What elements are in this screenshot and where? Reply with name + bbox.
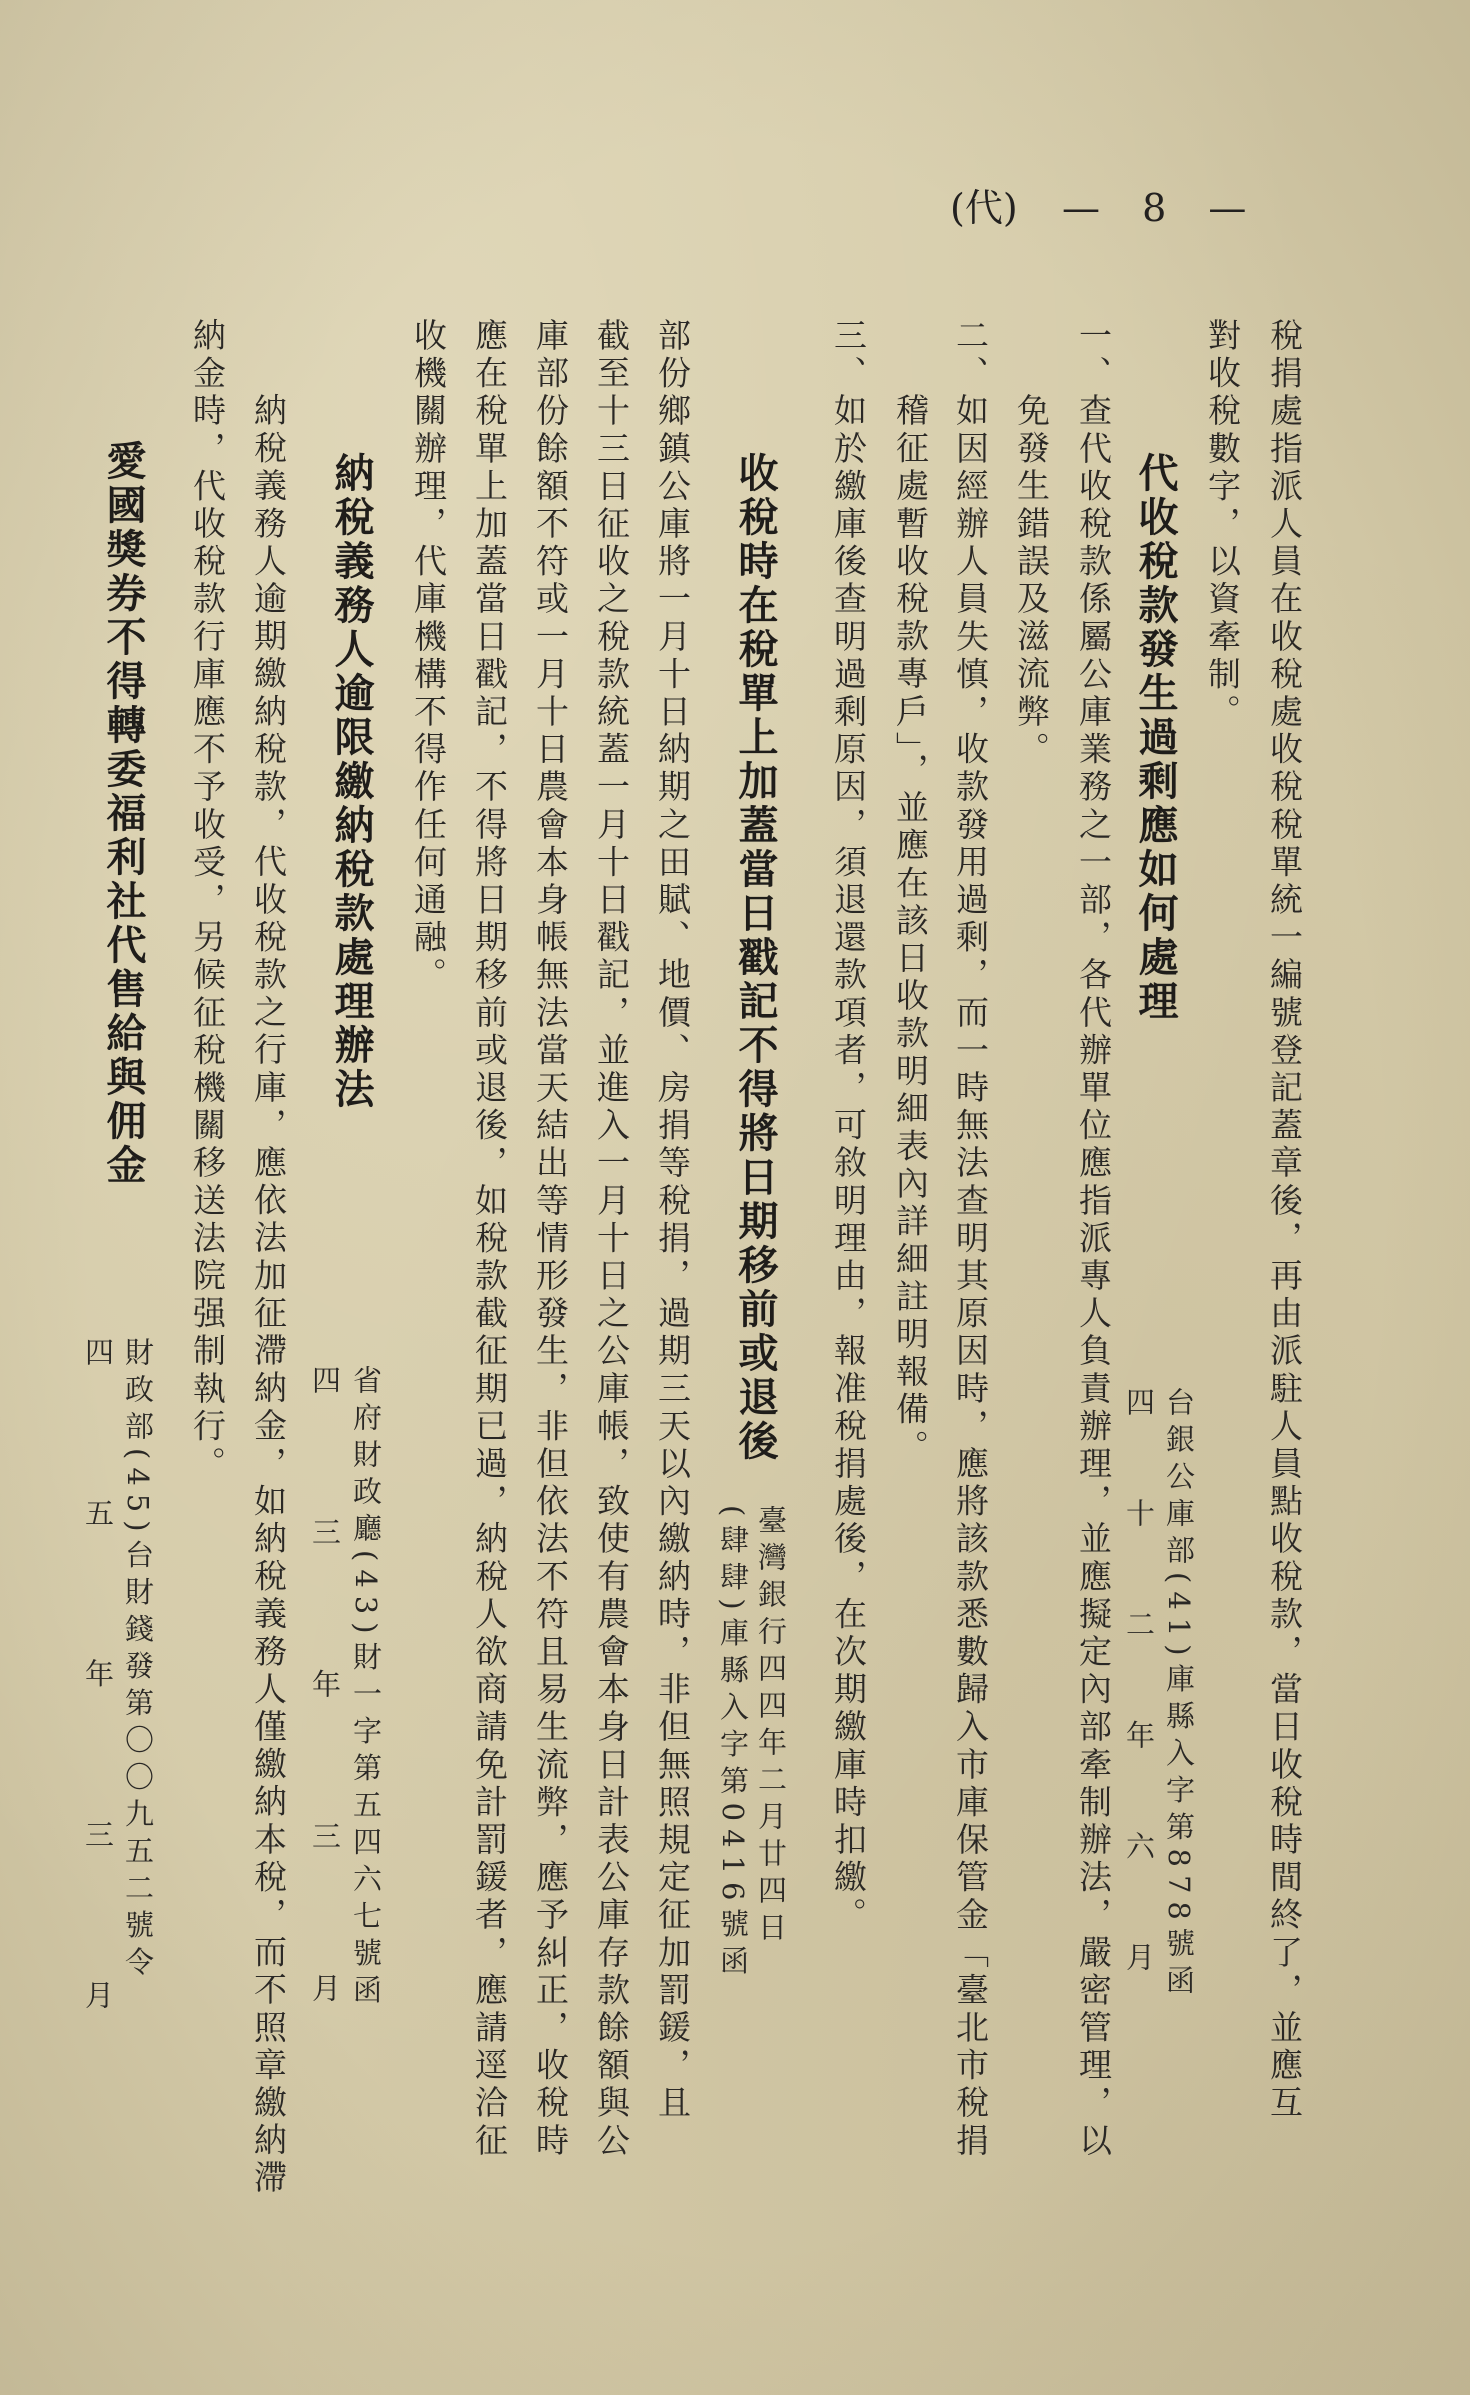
body-line: 部份鄉鎮公庫將一月十日納期之田賦、地價、房捐等稅捐，過期三天以內繳納時，非但無照規定征加罰鍰，且 <box>653 318 692 2123</box>
body-line: 稽征處暫收稅款專戶」，並應在該日收款明細表內詳細註明報備。 <box>891 393 930 1467</box>
section-mark: (代) <box>950 186 1018 230</box>
body-line: 納稅義務人逾期繳納稅款，代收稅款之行庫，應依法加征滯納金，如納稅義務人僅繳納本稅，而不照章繳納滯 <box>249 393 288 2198</box>
body-line: 三、如於繳庫後查明過剩原因，須退還款項者，可敘明理由，報准稅捐處後，在次期繳庫時扣繳。 <box>829 318 868 1935</box>
body-line: 截至十三日征收之稅款統蓋一月十日戳記，並進入一月十日之公庫帳，致使有農會本身日計表公庫存款餘額與公 <box>592 318 631 2161</box>
body-line: 納金時，代收稅款行庫應不予收受，另候征稅機關移送法院强制執行。 <box>188 318 227 1484</box>
body-line: 免發生錯誤及滋流弊。 <box>1012 393 1051 769</box>
citation-reference: (肆肆)庫縣入字第0416號函 <box>716 1505 750 1983</box>
continuation-line: 稅捐處指派人員在收稅處收稅稅單統一編號登記蓋章後，再由派駐人員點收稅款，當日收稅時間終了，並應互 <box>1265 318 1304 2123</box>
body-line: 一、查代收稅款係屬公庫業務之一部，各代辦單位應指派專人負責辦理，並應擬定內部牽制辦法，嚴密管理，以 <box>1074 318 1113 2161</box>
citation-date: 四三年三月 <box>308 1365 342 2002</box>
body-line: 收機關辦理，代庫機構不得作任何通融。 <box>409 318 448 995</box>
citation-reference: 財政部(45)台財錢發第〇〇九五二號令 <box>121 1337 155 1984</box>
body-line: 庫部份餘額不符或一月十日農會本身帳無法當天結出等情形發生，非但依法不符且易生流弊，應予糾正，收稅時 <box>531 318 570 2161</box>
citation-date: 四十二年六月 <box>1122 1387 1156 1971</box>
body-line: 應在稅單上加蓋當日戳記，不得將日期移前或退後，如稅款截征期已過，納稅人欲商請免計罰鍰者，應請逕洽征 <box>470 318 509 2161</box>
citation-reference: 省府財政廳(43)財一字第五四六七號函 <box>349 1365 383 2012</box>
page-number: — 8 — <box>1062 186 1247 230</box>
citation-date: 四五年三月 <box>81 1337 115 2009</box>
section-heading: 納稅義務人逾限繳納稅款處理辦法 <box>328 452 374 1112</box>
citation-reference: 台銀公庫部(41)庫縣入字第878號函 <box>1162 1387 1196 2002</box>
section-heading: 收稅時在稅單上加蓋當日戳記不得將日期移前或退後 <box>732 452 778 1464</box>
section-heading: 愛國獎券不得轉委福利社代售給與佣金 <box>100 440 146 1188</box>
section-heading: 代收稅款發生過剩應如何處理 <box>1132 452 1178 1024</box>
continuation-line: 對收稅數字，以資牽制。 <box>1203 318 1242 732</box>
citation-issuer-date: 臺灣銀行四四年二月廿四日 <box>754 1505 788 1949</box>
body-line: 二、如因經辦人員失慎，收款發用過剩，而一時無法查明其原因時，應將該款悉數歸入市庫保管金「臺北市稅捐 <box>951 318 990 2161</box>
